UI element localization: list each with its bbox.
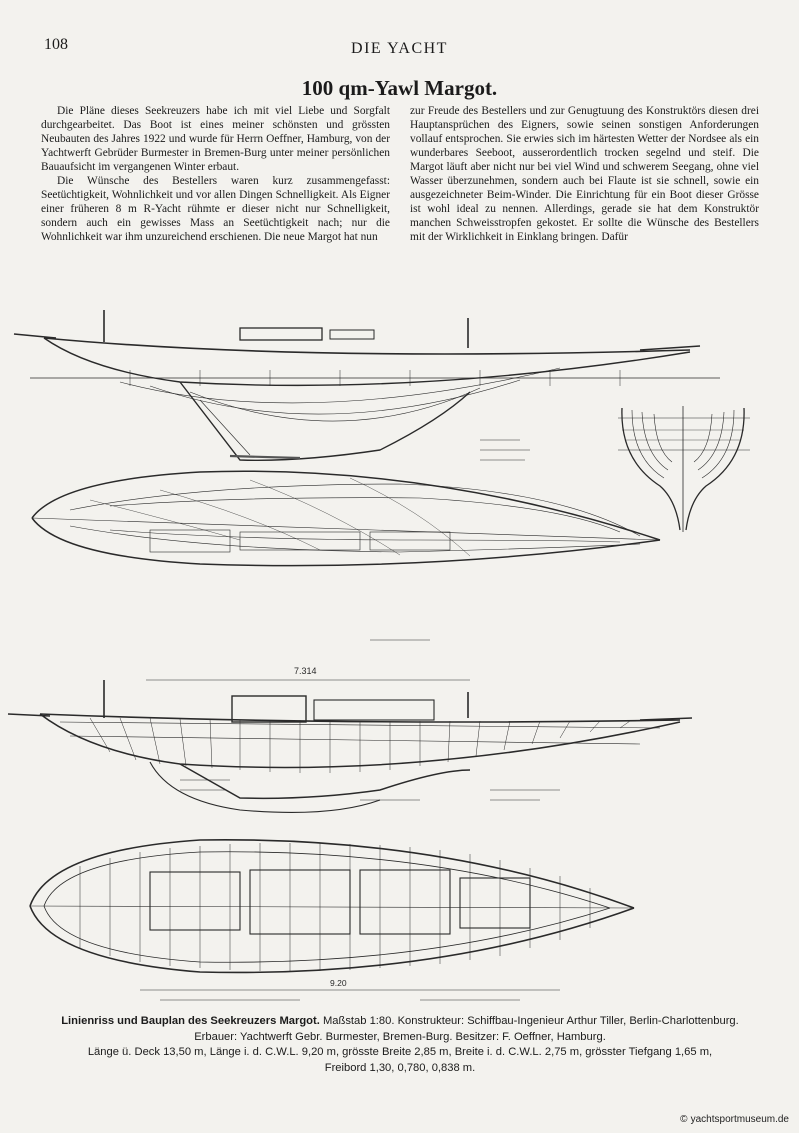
body-plan-view [618,406,750,532]
paragraph: Die Wünsche des Bestellers waren kurz zusammengefasst: Seetüchtigkeit, Wohnlichkeit und vor allen Dingen Schnelligkeit. Als Eigner einer früheren 8 m R-Yacht rühmte er dieser nicht nur Schnelligkeit, sondern auch ein gewisses Mass an Seetüchtigkeit nach; nur die Wohnlichkeit war ihm unzureichend erschienen. Die neue Margot hat nun [41,175,390,244]
paragraph: zur Freude des Bestellers und zur Genugtuung des Konstruktörs diesen drei Hauptansprüchen des Eigners, sowie seinen sonstigen Anforderungen vollauf entsprochen. Sie erwies sich im härtesten Wetter der Nordsee als ein wunderbares Seeboot, ausserordentlich trocken segelnd und steif. Die Margot läuft aber nicht nur bei viel Wind und schwerem Seegang, ohne viel Wasser überzunehmen, sondern auch bei Flaute ist sie schnell, sowie ein ausgezeichneter Beim-Winder. Die Einrichtung für ein Boot dieser Grösse ist wohl ideal zu nennen. Allerdings, gerade sie hat dem Konstruktör manchen Schweisstropfen gekostet. Er sollte die Wünsche des Bestellers mit der Wirklichkeit in Einklang bringen. Dafür [410,105,759,244]
construction-profile-view [8,666,692,812]
caption-line: Länge ü. Deck 13,50 m, Länge i. d. C.W.L. 9,20 m, grösste Breite 2,85 m, Breite i. d. C.W.L. 2,75 m, grösster Tiefgang 1,65 m, [87,1046,713,1058]
copyright-symbol: © [680,1114,688,1125]
half-breadth-view [32,471,660,640]
yacht-plan-drawing [0,300,799,1010]
deck-plan-view [30,840,634,1000]
watermark-text: yachtsportmuseum.de [690,1114,789,1125]
sheer-profile-view [14,310,720,460]
caption-line: Erbauer: Yachtwerft Gebr. Burmester, Bremen-Burg. Besitzer: F. Oeffner, Hamburg. [194,1030,606,1043]
caption-details: Maßstab 1:80. Konstrukteur: Schiffbau-Ingenieur Arthur Tiller, Berlin-Charlottenburg. [322,1015,739,1027]
caption-title: Linienriss und Bauplan des Seekreuzers Margot. [61,1015,320,1027]
caption-line [20,1014,780,1030]
watermark [680,1113,789,1125]
caption-line: Freibord 1,30, 0,780, 0,838 m. [324,1061,476,1074]
text-column-right [410,104,759,244]
article-title: 100 qm-Yawl Margot. [301,76,498,100]
running-header: DIE YACHT [351,40,448,57]
paragraph: Die Pläne dieses Seekreuzers habe ich mit viel Liebe und Sorgfalt durchgearbeitet. Das Boot ist eines meiner schönsten und grössten Neubauten des Jahres 1922 und wurde für Herrn Oeffner, Hamburg, von der Yachtwerft Gebrüder Burmester in Bremen-Burg unter meiner persönlichen Bauaufsicht im vergangenen Winter erbaut. [41,105,390,174]
dimension-label: 9.20 [330,978,347,988]
page-number: 108 [44,36,68,53]
text-column-left [41,104,390,244]
figure-caption [20,1014,780,1076]
dimension-label: 7.314 [294,666,317,676]
